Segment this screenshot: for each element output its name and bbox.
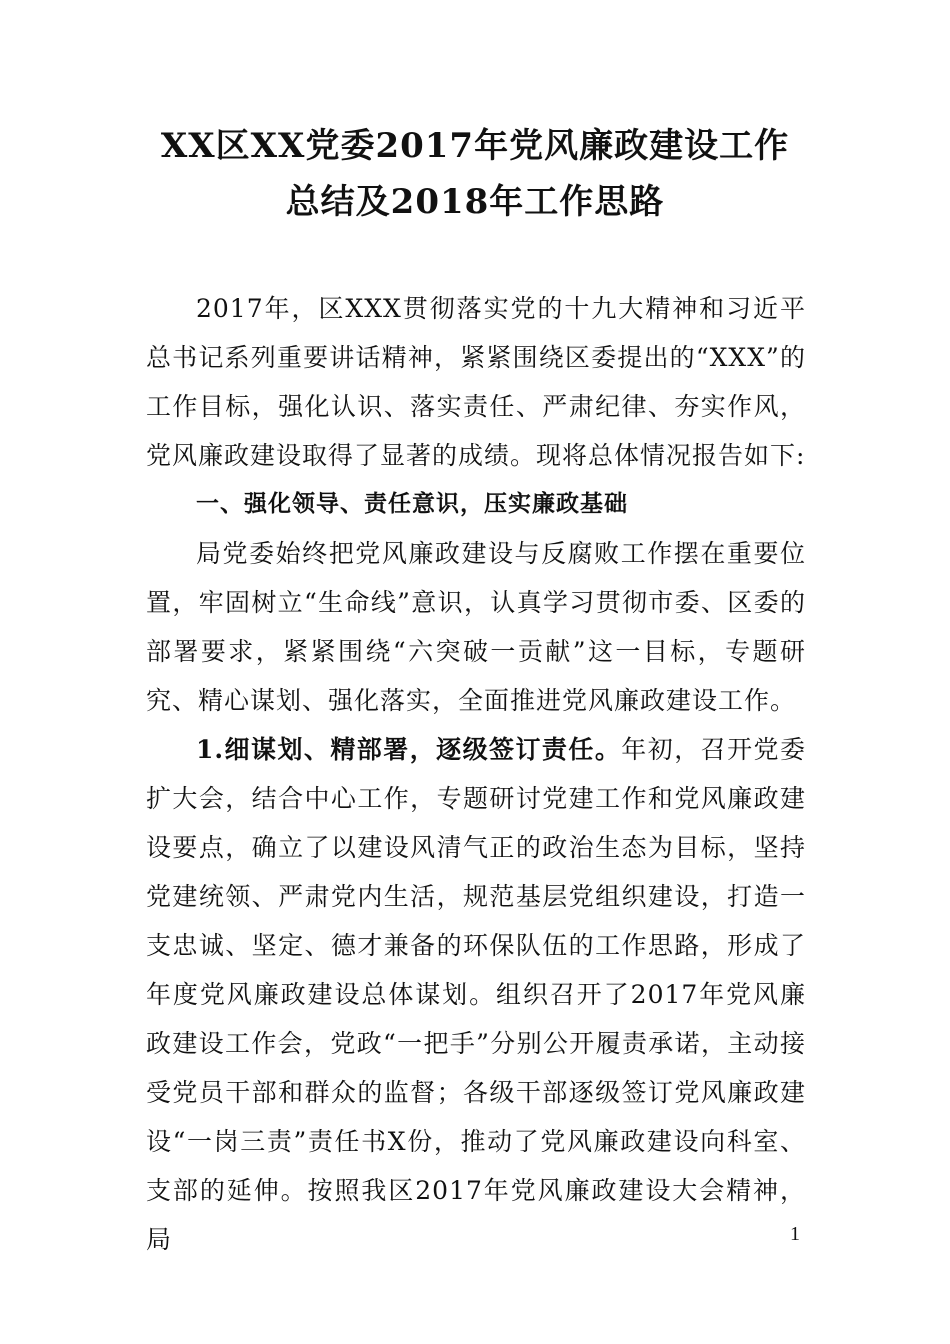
intro-paragraph: 2017年，区XXX贯彻落实党的十九大精神和习近平总书记系列重要讲话精神，紧紧围绕区委提出的“XXX”的工作目标，强化认识、落实责任、严肃纪律、夯实作风，党风廉政建设取得了显著的成绩。现将总体情况报告如下: (146, 294, 806, 470)
section-1-heading: 一、强化领导、责任意识，压实廉政基础 (196, 491, 628, 517)
title-line-2: 总结及2018年工作思路 (285, 182, 665, 222)
section-1-paragraph: 局党委始终把党风廉政建设与反腐败工作摆在重要位置，牢固树立“生命线”意识，认真学习贯彻市委、区委的部署要求，紧紧围绕“六突破一贡献”这一目标，专题研究、精心谋划、强化落实，全面推进党风廉政建设工作。 (146, 539, 806, 715)
title-line-1: XX区XX党委2017年党风廉政建设工作 (160, 126, 790, 166)
page-number: 1 (790, 1223, 800, 1245)
item-1-text: 年初，召开党委扩大会，结合中心工作，专题研讨党建工作和党风廉政建设要点，确立了以建设风清气正的政治生态为目标，坚持党建统领、严肃党内生活，规范基层党组织建设，打造一支忠诚、坚定、德才兼备的环保队伍的工作思路，形成了年度党风廉政建设总体谋划。组织召开了2017年党风廉政建设工作会，党政“一把手”分别公开履责承诺，主动接受党员干部和群众的监督；各级干部逐级签订党风廉政建设“一岗三责”责任书X份，推动了党风廉政建设向科室、支部的延伸。按照我区2017年党风廉政建设大会精神，局 (146, 735, 806, 1254)
item-1-paragraph (146, 725, 806, 1264)
document-title (120, 118, 830, 230)
document-body (146, 284, 806, 1264)
item-1-lead: 1.细谋划、精部署，逐级签订责任。 (196, 735, 622, 764)
